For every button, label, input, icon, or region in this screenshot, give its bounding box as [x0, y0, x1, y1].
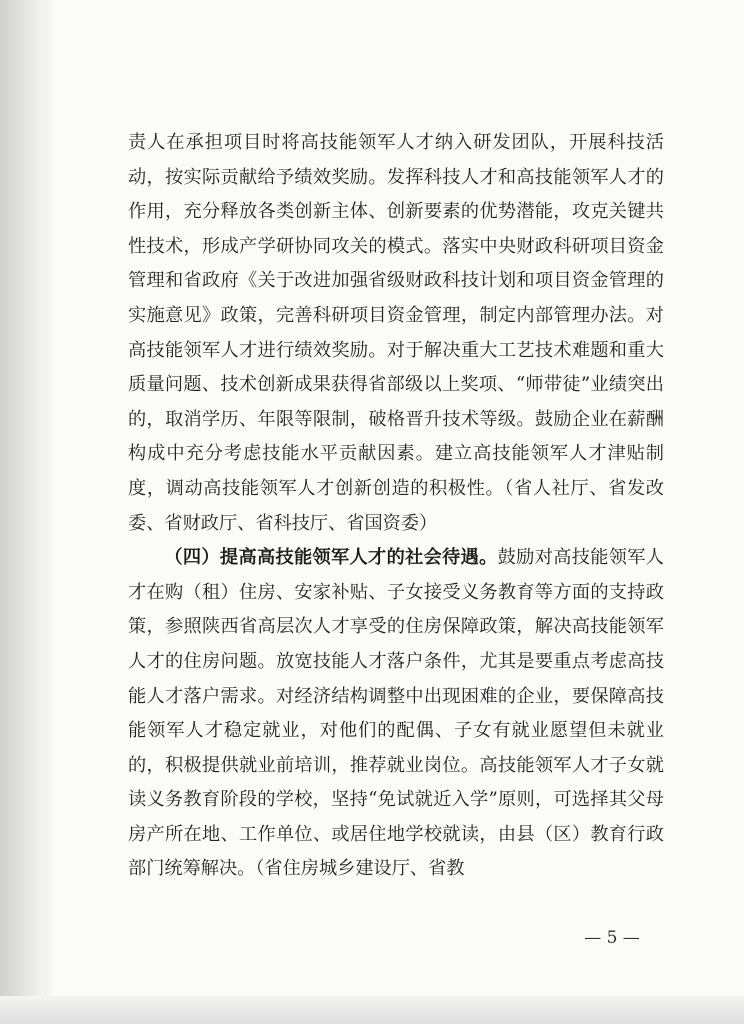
paragraph-social-treatment	[128, 541, 664, 887]
paragraph-social-treatment-body: 鼓励对高技能领军人才在购（租）住房、安家补贴、子女接受义务教育等方面的支持政策，参照陕西省高层次人才享受的住房保障政策，解决高技能领军人才的住房问题。放宽技能人才落户条件，尤其是要重点考虑高技能人才落户需求。对经济结构调整中出现困难的企业，要保障高技能领军人才稳定就业，对他们的配偶、子女有就业愿望但未就业的，积极提供就业前培训，推荐就业岗位。高技能领军人才子女就读义务教育阶段的学校，坚持“免试就近入学”原则，可选择其父母房产所在地、工作单位、或居住地学校就读，由县（区）教育行政部门统筹解决。（省住房城乡建设厅、省教	[128, 547, 664, 880]
paragraph-continued: 责人在承担项目时将高技能领军人才纳入研发团队，开展科技活动，按实际贡献给予绩效奖励。发挥科技人才和高技能领军人才的作用，充分释放各类创新主体、创新要素的优势潜能，攻克关键共性技术，形成产学研协同攻关的模式。落实中央财政科研项目资金管理和省政府《关于改进加强省级财政科技计划和项目资金管理的实施意见》政策，完善科研项目资金管理，制定内部管理办法。对高技能领军人才进行绩效奖励。对于解决重大工艺技术难题和重大质量问题、技术创新成果获得省部级以上奖项、“师带徒”业绩突出的，取消学历、年限等限制，破格晋升技术等级。鼓励企业在薪酬构成中充分考虑技能水平贡献因素。建立高技能领军人才津贴制度，调动高技能领军人才创新创造的积极性。（省人社厅、省发改委、省财政厅、省科技厅、省国资委）	[128, 132, 664, 534]
section-heading-four: （四）提高高技能领军人才的社会待遇。	[164, 547, 498, 569]
document-body	[128, 126, 664, 887]
page-number: — 5 —	[584, 928, 640, 948]
scan-bottom-edge	[0, 996, 744, 1024]
scan-binding-edge	[0, 0, 44, 1024]
scan-binding-shadow	[44, 0, 54, 1024]
